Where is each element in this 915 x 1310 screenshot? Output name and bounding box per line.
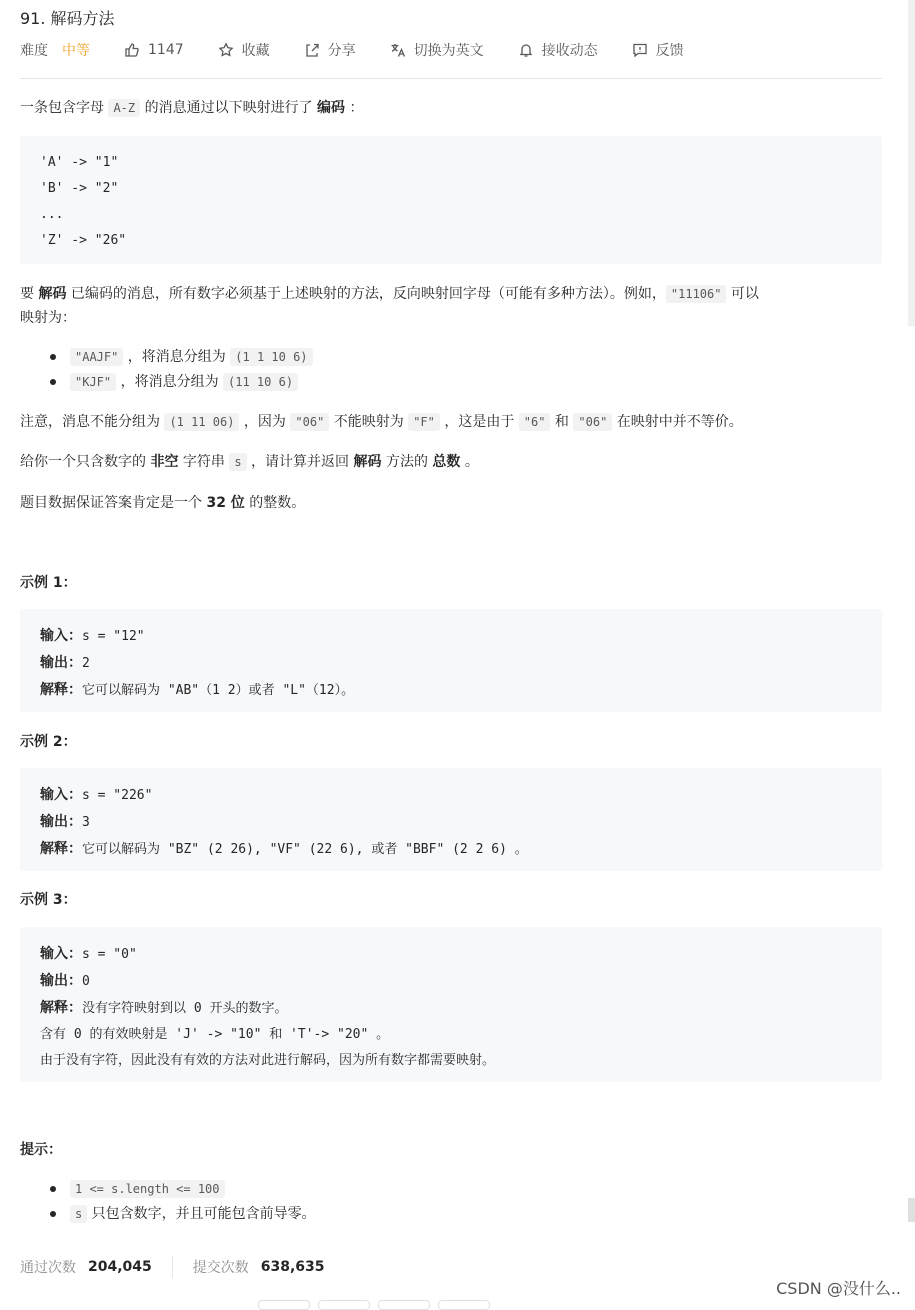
input-label: 输入： — [40, 946, 82, 962]
text: 可以 — [726, 286, 759, 302]
bold-text: 解码 — [38, 286, 67, 302]
example-explain-line: 由于没有字符，因此没有有效的方法对此进行解码，因为所有数字都需要映射。 — [40, 1053, 496, 1068]
inline-code: "11106" — [666, 285, 727, 303]
output-value: 0 — [82, 974, 90, 989]
text: 不能映射为 — [329, 414, 409, 430]
like-count: 1147 — [148, 42, 184, 58]
problem-meta-bar — [20, 40, 718, 60]
text: 要 — [20, 286, 39, 302]
text: 的消息通过以下映射进行了 — [140, 100, 318, 116]
input-value: s = "0" — [82, 947, 137, 962]
description-paragraph — [20, 281, 759, 307]
text: 。 — [460, 454, 479, 470]
input-value: s = "226" — [82, 788, 153, 803]
example-explain-line: 含有 0 的有效映射是 'J' -> "10" 和 'T'-> "20" 。 — [40, 1027, 390, 1042]
translate-button[interactable] — [390, 40, 484, 60]
bold-text: 总数 — [432, 454, 461, 470]
translate-label: 切换为英文 — [413, 43, 484, 59]
example-block — [20, 927, 882, 1082]
example-input-line — [40, 782, 862, 809]
description-paragraph — [20, 409, 743, 435]
difficulty-label: 难度 — [20, 43, 48, 59]
footer-button[interactable] — [318, 1300, 370, 1310]
example-block — [20, 768, 882, 871]
inline-code: "06" — [573, 413, 612, 431]
list-bullet — [50, 379, 56, 385]
output-label: 输出： — [40, 814, 82, 830]
text: ，这是由于 — [439, 414, 519, 430]
hint-item — [70, 1176, 225, 1202]
watermark: CSDN @没什么.. — [776, 1279, 901, 1298]
text: ，将消息分组为 — [116, 374, 224, 390]
submission-stats — [20, 1256, 325, 1278]
text: 的整数。 — [244, 495, 306, 511]
example-heading: 示例 3： — [20, 892, 77, 908]
translate-icon — [390, 42, 406, 58]
example-output-line — [40, 650, 862, 677]
input-value: s = "12" — [82, 629, 145, 644]
example-output-line — [40, 809, 862, 836]
favorite-label: 收藏 — [241, 43, 270, 59]
code-line: 'B' -> "2" — [40, 181, 119, 196]
example-heading: 示例 2： — [20, 734, 77, 750]
footer-button[interactable] — [378, 1300, 430, 1310]
explain-label: 解释： — [40, 682, 82, 698]
feedback-icon — [632, 42, 648, 58]
explain-text: 它可以解码为 "AB"（1 2）或者 "L"（12）。 — [82, 683, 355, 698]
inline-code: "KJF" — [70, 373, 116, 391]
text: 一条包含字母 — [20, 100, 109, 116]
list-item — [70, 344, 313, 370]
code-line: ... — [40, 207, 64, 222]
bold-text: 编码 — [317, 100, 346, 116]
submitted-count: 638,635 — [260, 1259, 325, 1275]
inline-code: "06" — [290, 413, 329, 431]
text: ，请计算并返回 — [246, 454, 354, 470]
inline-code: "F" — [408, 413, 440, 431]
feedback-button[interactable] — [632, 40, 684, 60]
output-value: 2 — [82, 656, 90, 671]
input-label: 输入： — [40, 628, 82, 644]
explain-label: 解释： — [40, 1000, 82, 1016]
scrollbar-track[interactable] — [908, 0, 915, 326]
feedback-label: 反馈 — [655, 43, 684, 59]
like-button[interactable] — [124, 42, 184, 58]
description-paragraph-cont: 映射为： — [20, 310, 76, 326]
inline-code: "6" — [519, 413, 551, 431]
inline-code: 1 <= s.length <= 100 — [70, 1180, 225, 1198]
list-bullet — [50, 354, 56, 360]
accepted-count: 204,045 — [88, 1259, 152, 1275]
stats-divider — [172, 1256, 173, 1278]
difficulty-badge: 中等 — [62, 43, 90, 59]
divider — [20, 78, 882, 79]
example-explain-line — [40, 836, 862, 863]
bold-text: 非空 — [150, 454, 179, 470]
inline-code: (1 1 10 6) — [230, 348, 312, 366]
explain-label: 解释： — [40, 841, 82, 857]
example-input-line — [40, 941, 862, 968]
text: 给你一个只含数字的 — [20, 454, 151, 470]
example-input-line — [40, 623, 862, 650]
inline-code: "AAJF" — [70, 348, 123, 366]
text: 只包含数字，并且可能包含前导零。 — [87, 1206, 316, 1222]
description-paragraph — [20, 95, 364, 121]
description-paragraph — [20, 490, 305, 516]
input-label: 输入： — [40, 787, 82, 803]
inline-code: (11 10 6) — [223, 373, 298, 391]
subscribe-button[interactable] — [518, 40, 598, 60]
list-bullet — [50, 1186, 56, 1192]
share-icon — [304, 42, 320, 58]
bold-text: 32 位 — [206, 495, 245, 511]
code-line: 'Z' -> "26" — [40, 233, 127, 248]
text: ，将消息分组为 — [123, 349, 231, 365]
output-label: 输出： — [40, 655, 82, 671]
inline-code: (1 11 06) — [164, 413, 239, 431]
accepted-label: 通过次数 — [20, 1260, 76, 1276]
list-bullet — [50, 1211, 56, 1217]
share-label: 分享 — [327, 43, 356, 59]
text: ，因为 — [239, 414, 291, 430]
footer-button[interactable] — [438, 1300, 490, 1310]
inline-code: s — [70, 1205, 87, 1223]
bold-text: 解码 — [353, 454, 382, 470]
output-value: 3 — [82, 815, 90, 830]
text: 注意，消息不能分组为 — [20, 414, 165, 430]
footer-button[interactable] — [258, 1300, 310, 1310]
thumbs-up-icon — [124, 42, 140, 58]
share-button[interactable] — [304, 40, 356, 60]
text: 在映射中并不等价。 — [612, 414, 743, 430]
text: 方法的 — [381, 454, 433, 470]
example-heading: 示例 1： — [20, 575, 77, 591]
bell-icon — [518, 42, 534, 58]
hints-heading: 提示： — [20, 1142, 62, 1158]
text: 已编码的消息，所有数字必须基于上述映射的方法，反向映射回字母（可能有多种方法）。例如， — [66, 286, 666, 302]
explain-text: 它可以解码为 "BZ" (2 26), "VF" (22 6), 或者 "BBF" (2 2 6) 。 — [82, 842, 528, 857]
text: 题目数据保证答案肯定是一个 — [20, 495, 207, 511]
explain-text: 没有字符映射到以 0 开头的数字。 — [82, 1001, 288, 1016]
favorite-button[interactable] — [218, 40, 270, 60]
problem-title: 91. 解码方法 — [20, 9, 115, 28]
code-line: 'A' -> "1" — [40, 155, 119, 170]
example-explain-line — [40, 677, 862, 704]
inline-code: s — [229, 453, 246, 471]
example-block — [20, 609, 882, 712]
text: 字符串 — [178, 454, 230, 470]
example-explain-line — [40, 995, 862, 1022]
description-paragraph — [20, 449, 479, 475]
text: 和 — [550, 414, 574, 430]
scrollbar-thumb[interactable] — [908, 1198, 915, 1222]
subscribe-label: 接收动态 — [541, 43, 598, 59]
list-item — [70, 369, 298, 395]
hint-item — [70, 1201, 316, 1227]
inline-code: A-Z — [108, 99, 140, 117]
submitted-label: 提交次数 — [192, 1260, 249, 1276]
star-icon — [218, 42, 234, 58]
mapping-code-block — [20, 136, 882, 264]
text: ： — [345, 100, 364, 116]
output-label: 输出： — [40, 973, 82, 989]
example-output-line — [40, 968, 862, 995]
